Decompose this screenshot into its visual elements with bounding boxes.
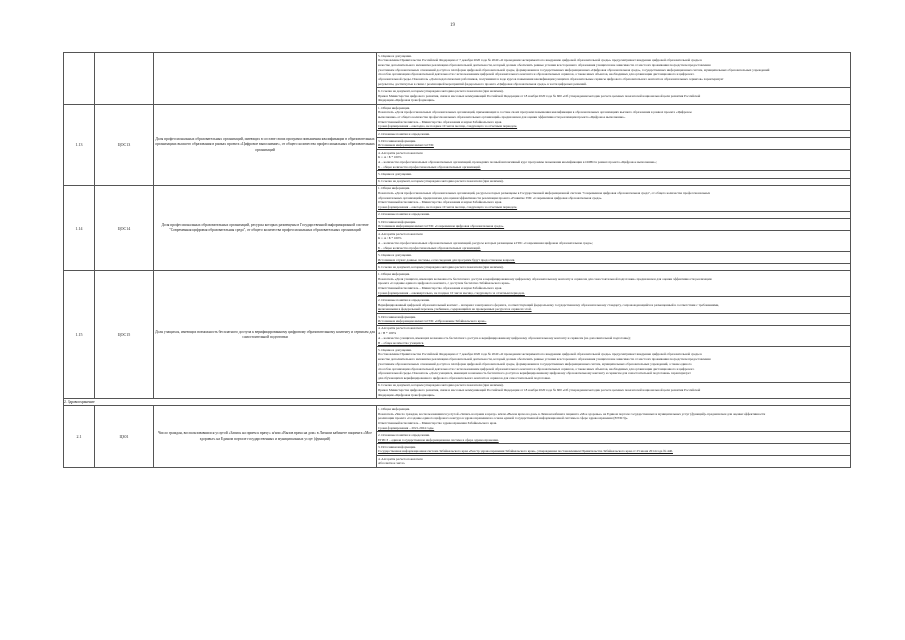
methodology-line: 2. Основные понятия и определения.	[378, 297, 430, 302]
methodology-line: Показатель «Доля учащихся, имеющих возможность бесплатного доступа к верифицированному цифровому образовательному контенту и сервисам для самостоятельной подготовки» предназначен для оценки эффективности реализации	[378, 276, 712, 281]
indicators-table	[63, 52, 851, 468]
indicator-number: 1.13	[64, 105, 95, 186]
methodology-line: качестве дополнительного механизма реализации образовательной деятельности, который должен обеспечить равные условия всестороннего образования учащихся вне зависимости от места их проживания посредством предоставления	[378, 357, 711, 362]
methodology-section	[377, 383, 850, 399]
indicator-name: Доля профессиональных образовательных организаций, имеющих в составе своих программ повышения квалификации в образовательных организациях высшего образования в рамках проекта «Цифровое выполнение», от общего количества профессиональных образовательных организаций	[154, 105, 377, 186]
methodology-line: 4. Алгоритм расчета показателя	[378, 150, 423, 155]
methodology-line: 4. Алгоритм расчета показателя	[378, 231, 423, 236]
indicator-row	[64, 185, 851, 271]
indicator-methodology	[377, 185, 851, 271]
methodology-line: Постановление Правительства Российской Федерации от 7 декабря 2020 года № 2040 «О проведении эксперимента по внедрению цифровой образовательной среды» предусматривает внедрение цифровой образовательной среды в	[378, 58, 702, 63]
methodology-section	[377, 264, 850, 270]
methodology-section	[377, 105, 850, 131]
methodology-line: 3. Источники информации.	[378, 138, 417, 143]
methodology-line: Верифицированный цифровой образовательный контент – материал электронного формата, соответствующий федеральному государственному образовательному стандарту, сопровождающийся и размещенный в соответствии с требованиями,	[378, 302, 720, 307]
methodology-section	[377, 88, 850, 104]
methodology-section	[377, 231, 850, 252]
methodology-line: Сроки формирования – ежегодно, не позднее 10 числа месяца, следующего за отчетным периодом.	[378, 124, 518, 129]
methodology-line: А – количество профессиональных образовательных организаций, прошедших полный интенсивный курс программы повышения квалификации в ООВО в рамках проекта «Цифровое выполнение»;	[378, 160, 657, 165]
methodology-line: Показатель «Число граждан, воспользовавшихся услугой «Запись на прием к врачу» и/или «Вызов врача на дом» в Личном кабинете пациента «Мое здоровье» на Едином портале государственных и муниципальных услуг (функций)» предназначен для оценки эффективности	[378, 411, 766, 416]
methodology-line: 6. Ссылка на документ, которым утверждена методика расчета показателя (при наличии).	[378, 88, 504, 93]
methodology-section	[377, 406, 850, 432]
methodology-line: 5. Оценка и допущения.	[378, 347, 412, 352]
methodology-line: Сроки формирования – ежегодно, не позднее 10 числа месяца, следующего за отчетным периодом.	[378, 205, 518, 210]
indicator-methodology	[377, 406, 851, 468]
methodology-line: результаты, достигнутые в связи с реализацией мероприятий федерального проекта «Цифровая образовательная среда» в части цифровых решений.	[378, 81, 587, 86]
page-number: 19	[450, 23, 455, 28]
methodology-line: 3. Источники информации.	[378, 444, 417, 449]
methodology-line: участникам образовательных отношений доступа к платформе цифровой образовательной среды, формирования и государственных информационных «Цифровая образовательная среда», государственных информационных систем, муниципальных образовательных учреждений	[378, 67, 770, 72]
methodology-line: для обучающихся верифицированного цифрового образовательного контента и сервисов для самостоятельной подготовки.	[378, 375, 551, 380]
methodology-line: Федерации «Цифровая трансформация».	[378, 98, 436, 103]
methodology-line: Источником информации является ГИС «Образование Забайкальского края».	[378, 319, 487, 324]
methodology-section	[377, 252, 850, 264]
methodology-section	[377, 179, 850, 185]
methodology-line: Ответственный исполнитель – Министерство образования и науки Забайкальского края.	[378, 119, 503, 124]
methodology-line: ЕГИСЗ – единая государственная информационная система в сфере здравоохранения.	[378, 437, 499, 442]
methodology-line: Ответственный исполнитель – Министерство образования и науки Забайкальского края.	[378, 200, 503, 205]
methodology-line: включенными в федеральный перечень учебников, содержащийся на проверенных ресурсах и сервисах этой.	[378, 307, 532, 312]
methodology-line: 5. Оценка и допущения.	[378, 171, 412, 176]
methodology-line: образовательной среды. Показатель «Доля учащихся, имеющих возможность бесплатного доступа к верифицированному цифровому образовательному контенту и сервисам для самостоятельной подготовки» характеризует	[378, 371, 691, 376]
methodology-line: 6. Ссылка на документ, которым утверждена методика расчета показателя (при наличии).	[378, 264, 504, 269]
methodology-line: 5. Оценка и допущения.	[378, 53, 412, 58]
indicator-code: ЦОС13	[95, 105, 154, 186]
methodology-line: качестве дополнительного механизма реализации образовательной деятельности, который должен обеспечить равные условия всестороннего образования учащихся вне зависимости от места их проживания посредством предоставления	[378, 62, 711, 67]
indicator-number: 2.1	[64, 406, 95, 468]
methodology-line: Федерации «Цифровая трансформация».	[378, 392, 436, 397]
indicator-methodology	[377, 271, 851, 399]
indicator-name: Число граждан, воспользовавшихся услугой «Запись на прием к врачу» и/или «Вызов врача на дом» в Личном кабинете пациента «Мое здоровье» на Едином портале государственных и муниципальных услуг (функций)	[154, 406, 377, 468]
indicator-row	[64, 271, 851, 399]
indicator-name: Доля учащихся, имеющих возможность бесплатного доступа к верифицированному цифровому образовательному контенту и сервисам для самостоятельной подготовки	[154, 271, 377, 399]
methodology-line: Б – общее количество профессиональных образовательных организаций.	[378, 164, 481, 169]
indicator-name: Доля профессиональных образовательных организаций, ресурсы которых размещены в Государственной информационной системе "Современная цифровая образовательная среда", от общего количества профессиональных образовательных организаций	[154, 185, 377, 271]
methodology-line: реализации проекта «Создание единого цифрового контура в здравоохранении на основе единой государственной информационной системы в сфере здравоохранения (ЕГИСЗ)».	[378, 416, 629, 421]
methodology-line: Ответственный исполнитель – Министерство образования и науки Забайкальского края.	[378, 286, 503, 291]
methodology-line: Государственная информационная система Забайкальского края «Реестр здравоохранения Забайкальского края», утвержденная постановлением Правительства Забайкальского края от 25 июня 2014 года № 440.	[378, 449, 673, 454]
methodology-line: Показатель «Доля профессиональных образовательных организаций, применяющих в составе своих программ повышения квалификации в образовательных организациях высшего образования в рамках проекта «Цифровое	[378, 110, 692, 115]
methodology-line: 6. Ссылка на документ, которым утверждена методика расчета показателя (при наличии).	[378, 179, 504, 184]
indicator-name	[154, 53, 377, 105]
methodology-section	[377, 186, 850, 212]
indicator-code: ЦЗ01	[95, 406, 154, 468]
methodology-line: 5. Оценка и допущения.	[378, 252, 412, 257]
indicator-code	[95, 53, 154, 105]
methodology-line: 1. Общая информация.	[378, 186, 411, 191]
indicator-code: ЦОС14	[95, 185, 154, 271]
indicator-number: 1.14	[64, 185, 95, 271]
methodology-section	[377, 326, 850, 347]
section-group-row	[64, 399, 851, 406]
methodology-section	[377, 212, 850, 219]
methodology-line: 4. Алгоритм расчета показателя	[378, 326, 423, 331]
methodology-line: проекта «Создание единого цифрового контента, с доступом бесплатно Забайкальского края».	[378, 281, 511, 286]
methodology-line: 6. Ссылка на документ, которым утверждена методика расчета показателя (при наличии).	[378, 383, 504, 388]
methodology-line: Источником информации является ГИС	[378, 143, 434, 148]
methodology-line: Источником информации является ГИС «Современная цифровая образовательная среда».	[378, 224, 505, 229]
methodology-line: 3. Источники информации.	[378, 219, 417, 224]
methodology-section	[377, 138, 850, 150]
methodology-section	[377, 271, 850, 297]
methodology-line: К = А / Б * 100%	[378, 155, 402, 160]
methodology-line: Абсолютное число.	[378, 461, 406, 466]
methodology-line: Сроки формирования – ежеквартально, не позднее 10 числа месяца, следующего за отчетным периодом.	[378, 290, 525, 295]
methodology-line: А – количество профессиональных образовательных организаций, ресурсы которых размещены в ГИС «Современная цифровая образовательная среда»;	[378, 240, 593, 245]
methodology-line: выполнение» от общего количества профессиональных образовательных организаций» предназначен для оценки эффективности реализации проекта «Цифровое выполнение».	[378, 114, 626, 119]
indicator-number: 1.15	[64, 271, 95, 399]
indicator-row	[64, 53, 851, 105]
indicator-methodology	[377, 53, 851, 105]
section-group-label: 2. Здравоохранение	[64, 399, 851, 406]
methodology-line: Постановление Правительства Российской Федерации от 7 декабря 2020 года № 2040 «О проведении эксперимента по внедрению цифровой образовательной среды» предусматривает внедрение цифровой образовательной среды в	[378, 352, 702, 357]
methodology-line: В – общее количество учащихся.	[378, 340, 425, 345]
methodology-section	[377, 171, 850, 178]
indicator-methodology	[377, 105, 851, 186]
methodology-line: Сроки формирования – 2021-2024 годы.	[378, 425, 435, 430]
indicator-row	[64, 105, 851, 186]
methodology-line: Источником служат данные системы, если сведения для программ будут предоставлены вовремя.	[378, 257, 516, 262]
methodology-line: образовательной среды. Показатель «Доля педагогических работников, получивших в ходе курсов повышения квалификации учащихся образовательные сервисы цифрового образовательного контента и образовательных сервисов» характеризует	[378, 77, 724, 82]
methodology-line: А / В * 100%	[378, 331, 397, 336]
methodology-line: Ответственный исполнитель – Министерство здравоохранения Забайкальского края.	[378, 420, 498, 425]
methodology-section	[377, 314, 850, 326]
methodology-line: 1. Общая информация.	[378, 271, 411, 276]
indicators-table-body	[64, 53, 851, 468]
methodology-line: К = А / Б * 100%	[378, 236, 402, 241]
methodology-line: Б – общее количество профессиональных образовательных организаций.	[378, 245, 481, 250]
methodology-section	[377, 432, 850, 444]
methodology-line: образовательных организаций» предназначен для оценки эффективности реализации проекта «Развитие ГИС «Современная цифровая образовательная среда».	[378, 195, 603, 200]
indicator-row	[64, 406, 851, 468]
methodology-section	[377, 219, 850, 231]
indicator-code: ЦОС15	[95, 271, 154, 399]
methodology-line: Приказ Министерства цифрового развития, связи и массовых коммуникаций Российской Федерации от 18 ноября 2020 года № 600 «Об утверждении методик расчета целевых показателей национальной цели развития Российской	[378, 93, 701, 98]
methodology-line: 4. Алгоритм расчета показателя	[378, 456, 423, 461]
methodology-section	[377, 53, 850, 88]
methodology-section	[377, 131, 850, 138]
methodology-section	[377, 456, 850, 467]
methodology-section	[377, 347, 850, 382]
methodology-line: 1. Общая информация.	[378, 406, 411, 411]
methodology-line: 2. Основные понятия и определения.	[378, 432, 430, 437]
methodology-line: 2. Основные понятия и определения.	[378, 212, 430, 217]
methodology-section	[377, 150, 850, 171]
methodology-line: 2. Основные понятия и определения.	[378, 131, 430, 136]
methodology-line: 3. Источники информации.	[378, 314, 417, 319]
methodology-line: Показатель «Доля профессиональных образовательных организаций, ресурсы которых размещены в Государственной информационной системе "Современная цифровая образовательная среда", от общего количества профессиональных	[378, 191, 711, 196]
methodology-line: 1. Общая информация.	[378, 105, 411, 110]
methodology-section	[377, 297, 850, 314]
methodology-line: способов организации образовательной деятельности с использованием цифровой образовательного контента и образовательных сервисов, а также иных объектов, необходимых для организации дистанционного и цифрового	[378, 72, 695, 77]
methodology-line: участникам образовательных отношений доступа к платформе цифровой образовательной среды, формирования и государственных информационных систем, муниципальных образовательных учреждений, а также единого	[378, 361, 692, 366]
methodology-line: А – количество учащихся, имеющих возможность бесплатного доступа к верифицированному цифровому образовательному контенту и сервисам (на дополнительной подготовке);	[378, 335, 631, 340]
methodology-line: Приказ Министерства цифрового развития, связи и массовых коммуникаций Российской Федерации от 18 ноября 2020 года № 600 «Об утверждении методик расчета целевых показателей национальной цели развития Российской	[378, 387, 701, 392]
methodology-section	[377, 444, 850, 456]
indicator-number	[64, 53, 95, 105]
methodology-line: способов организации образовательной деятельности с использованием цифровой образовательного контента и образовательных сервисов, а также иных объектов, необходимых для организации дистанционного и цифрового	[378, 366, 695, 371]
